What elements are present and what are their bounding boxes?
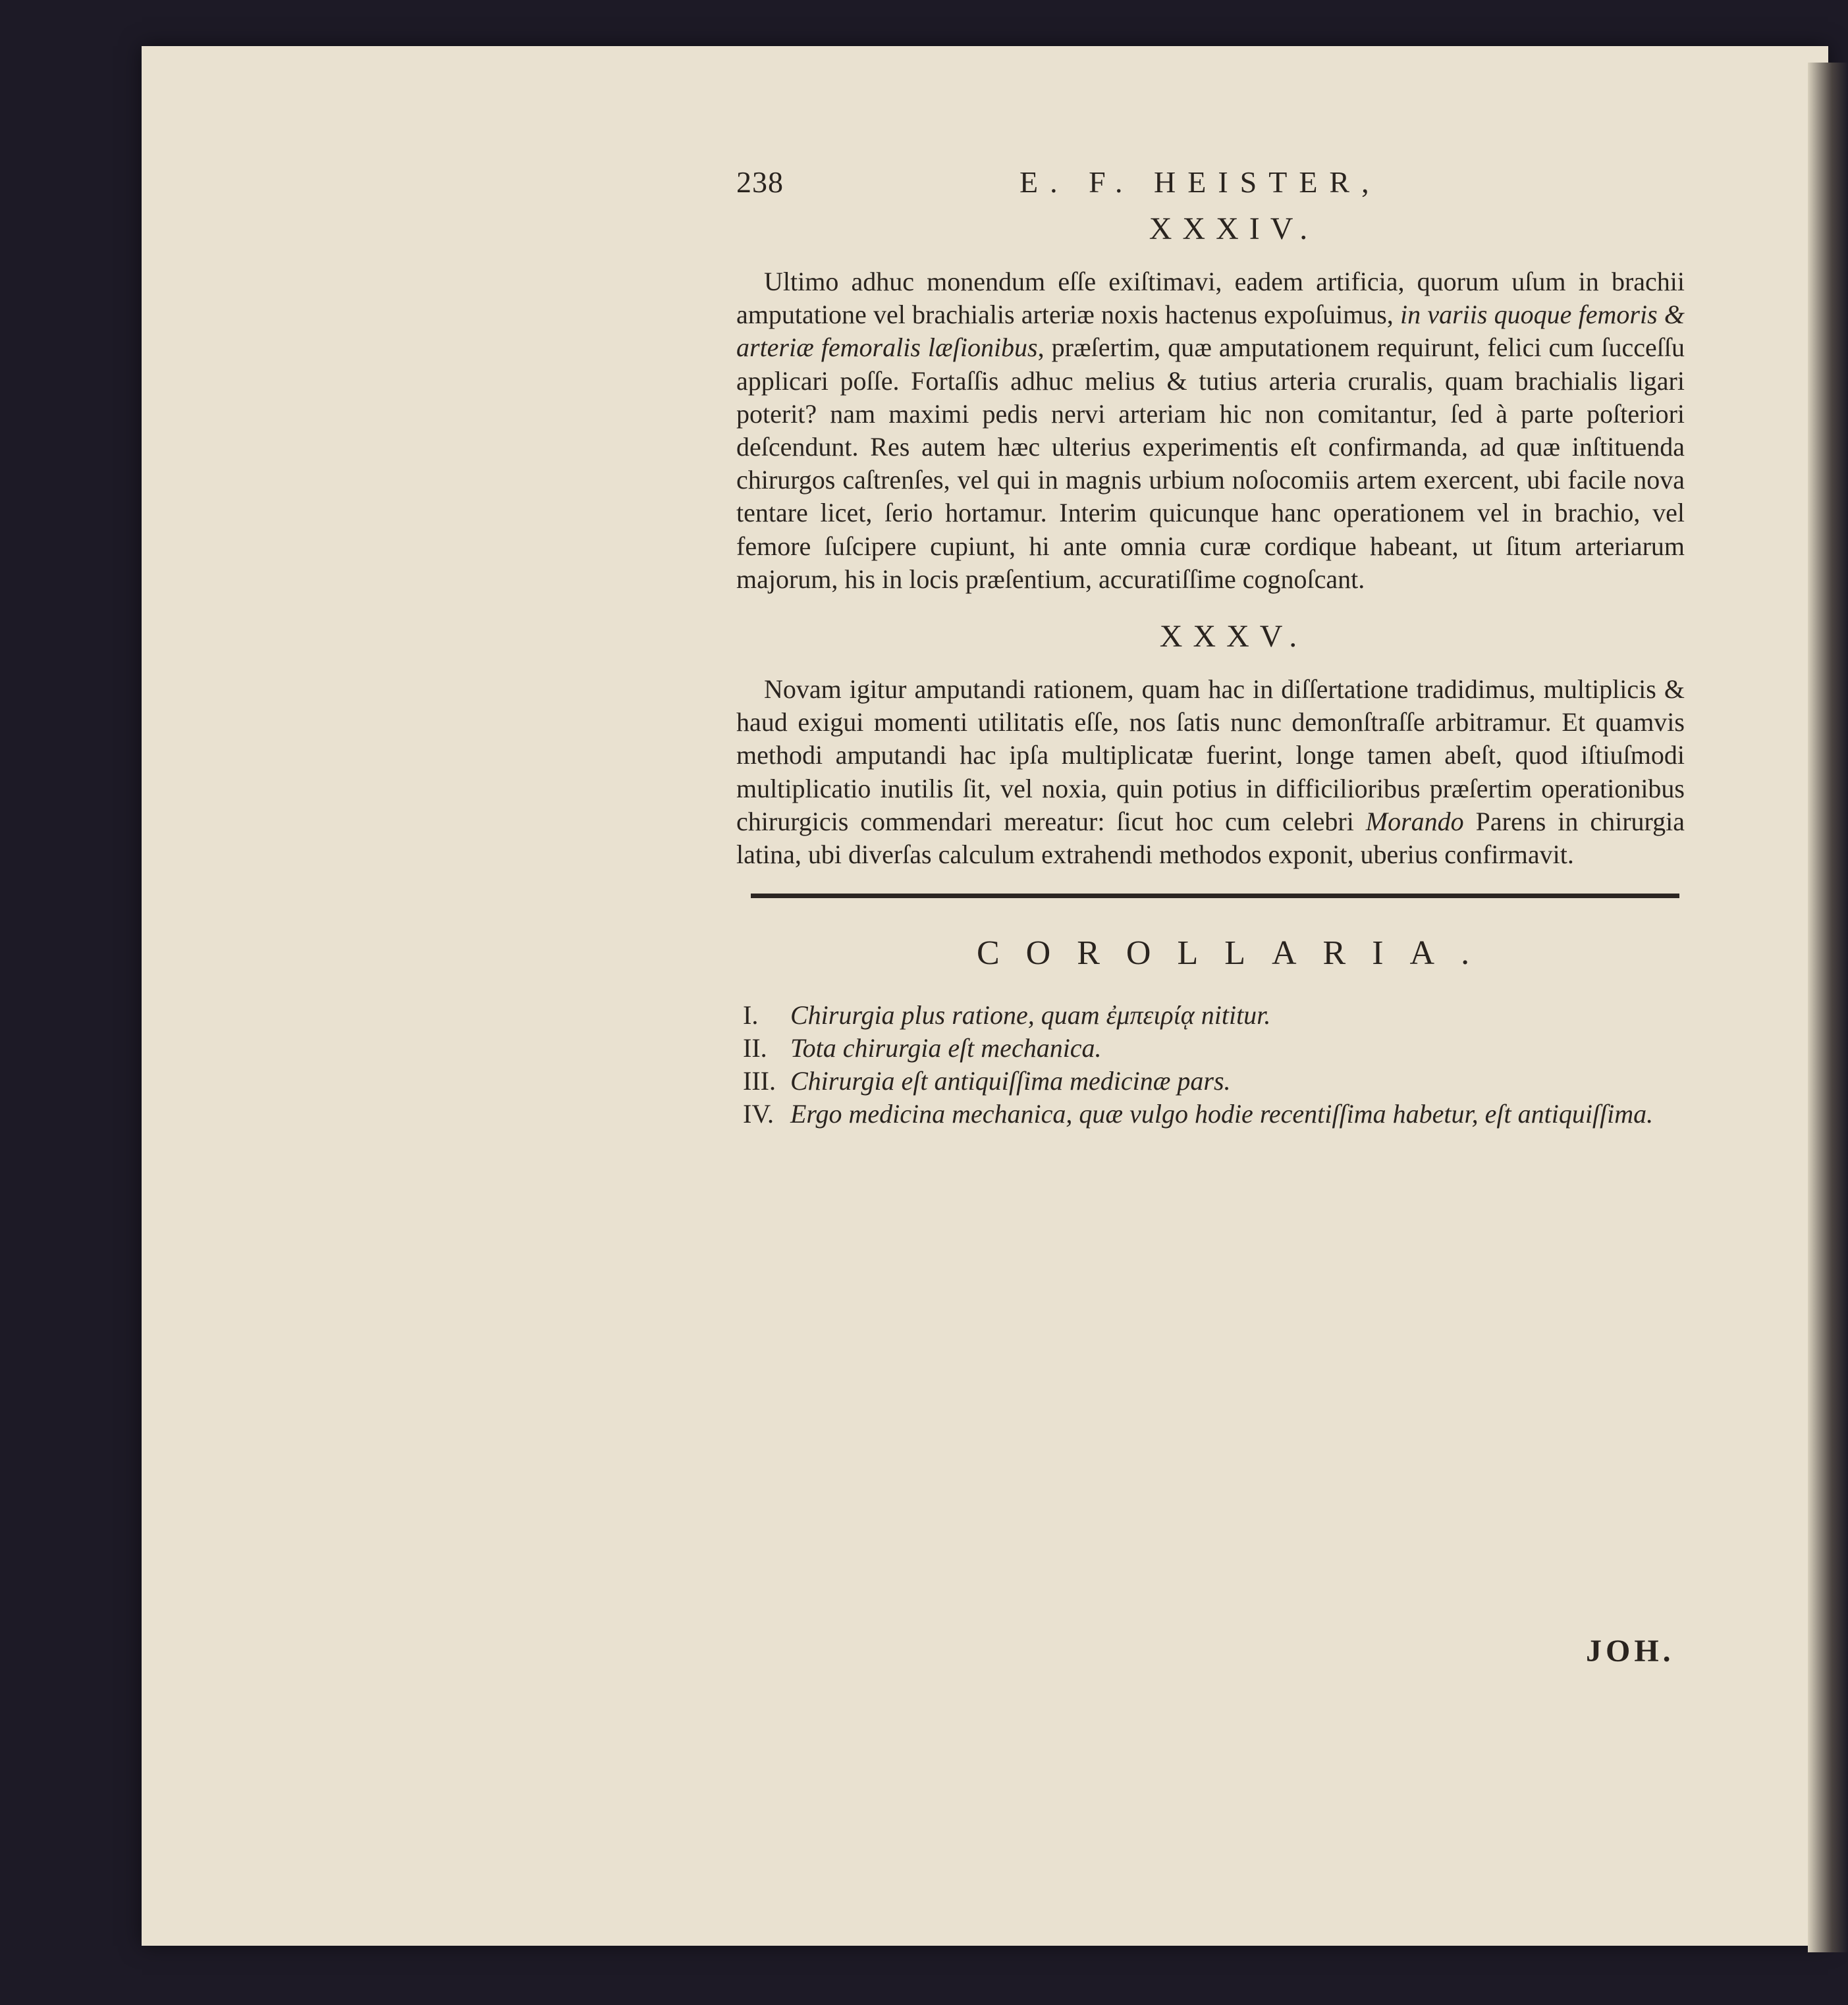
corollary-number: II. bbox=[743, 1033, 767, 1063]
book-gutter bbox=[1808, 63, 1848, 1952]
catchword: JOH. bbox=[1586, 1634, 1675, 1669]
section-paragraph bbox=[736, 673, 1685, 871]
text-block bbox=[736, 158, 1685, 1131]
corollary-item bbox=[743, 1098, 1685, 1131]
section-xxxiv bbox=[736, 211, 1685, 596]
corollaria-list bbox=[736, 999, 1685, 1131]
section-heading: XXXV. bbox=[1159, 619, 1308, 655]
text-segment: Novam igitur amputandi rationem, quam hac in diſſertatione tradidimus, multiplicis & haud exigui momenti utilitatis eſſe, nos ſatis nunc demonſtraſſe arbitramur. Et quamvis methodi amputandi hac ipſa multiplicatæ fuerint, longe tamen abeſt, quod iſtiuſmodi multiplicatio inutilis ſit, vel noxia, quin potius in difficilioribus præſertim operationibus chirurgicis commendari mereatur: ſicut hoc cum celebri bbox=[736, 674, 1685, 836]
corollary-item bbox=[743, 1065, 1685, 1098]
section-heading: XXXIV. bbox=[1149, 211, 1318, 246]
corollary-text: Chirurgia plus ratione, quam ἐμπειρίᾳ nititur. bbox=[790, 1000, 1271, 1030]
corollary-item bbox=[743, 999, 1685, 1032]
section-xxxv bbox=[736, 618, 1685, 871]
corollary-text: Ergo medicina mechanica, quæ vulgo hodie recentiſſima habetur, eſt antiquiſſima. bbox=[790, 1099, 1654, 1129]
text-segment: Parens in chirurgia latina, ubi diverſas calculum extrahendi methodos exponit, uberius confirmavit. bbox=[736, 806, 1685, 870]
page-number: 238 bbox=[736, 165, 784, 199]
corollaria-heading: COROLLARIA. bbox=[977, 934, 1496, 973]
running-head bbox=[736, 158, 1685, 211]
corollary-number: IV. bbox=[743, 1099, 775, 1129]
section-paragraph bbox=[736, 265, 1685, 596]
corollary-text: Chirurgia eſt antiquiſſima medicinæ pars. bbox=[790, 1066, 1231, 1096]
italic-segment: Morando bbox=[1365, 806, 1464, 836]
corollary-number: III. bbox=[743, 1066, 776, 1096]
horizontal-rule bbox=[751, 894, 1679, 898]
text-segment: , præſertim, quæ amputationem requirunt, felici cum ſucceſſu applicari poſſe. Fortaſſis adhuc melius & tutius arteria cruralis, quam brachialis ligari poterit? nam maximi pedis nervi arteriam hic non comitantur, ſed à parte poſteriori deſcendunt. Res autem hæc ulterius experimentis eſt confirmanda, ad quæ inſtituenda chirurgos caſtrenſes, vel qui in magnis urbium noſocomiis artem exercent, ubi facile nova tentare licet, ſerio hortamur. Interim quicunque hanc operationem vel in brachio, vel femore ſuſcipere cupiunt, hi ante omnia curæ cordique habeant, ut ſitum arteriarum majorum, his in locis præſentium, accuratiſſime cognoſcant. bbox=[736, 333, 1685, 594]
corollary-text: Tota chirurgia eſt mechanica. bbox=[790, 1033, 1102, 1063]
corollary-item bbox=[743, 1032, 1685, 1065]
corollary-number: I. bbox=[743, 1000, 759, 1030]
running-title: E. F. HEISTER, bbox=[1019, 165, 1381, 199]
italic-segment: in variis quoque femoris & arteriæ femoralis læſionibus bbox=[736, 300, 1685, 363]
text-segment: Ultimo adhuc monendum eſſe exiſtimavi, eadem artificia, quorum uſum in brachii amputatione vel brachialis arteriæ noxis hactenus expoſuimus, bbox=[736, 267, 1685, 330]
